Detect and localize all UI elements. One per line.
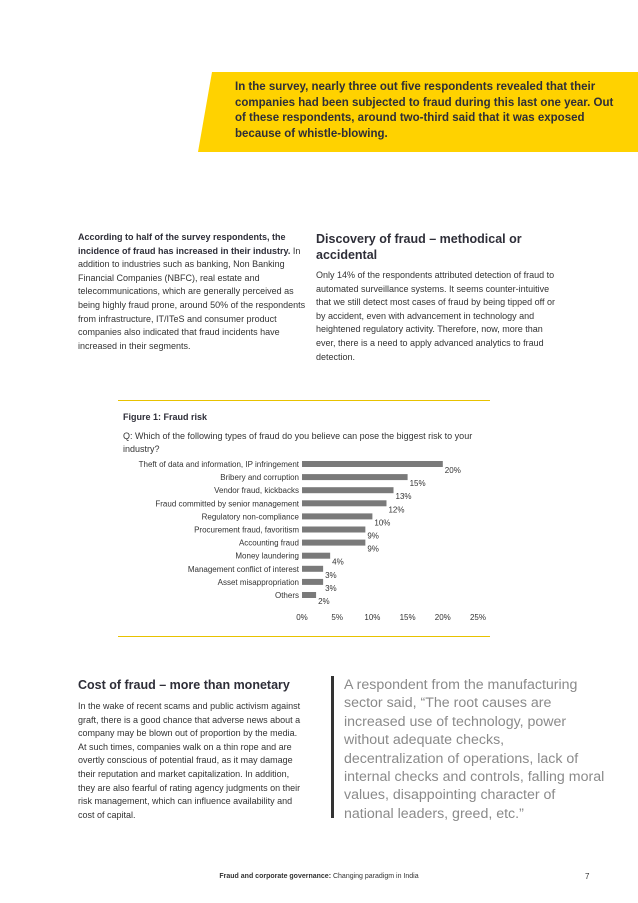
chart-category-label: Bribery and corruption [220, 473, 299, 483]
page-number: 7 [585, 872, 590, 881]
chart-category-label: Others [274, 591, 299, 600]
left-column-lead: According to half of the survey respondents, the incidence of fraud has increased in their industry. [78, 232, 291, 256]
chart-bar [302, 487, 394, 493]
chart-bar [302, 474, 408, 480]
chart-value-label: 9% [367, 544, 379, 554]
chart-value-label: 9% [367, 531, 379, 541]
discovery-heading: Discovery of fraud – methodical or accidental [316, 232, 522, 262]
pull-quote: A respondent from the manufacturing sector said, “The root causes are increased use of technology, power without adequate checks, decentralization of operations, lack of internal checks and controls, falling moral values, disappointing character of national leaders, greed, etc.” [344, 677, 605, 822]
chart-value-label: 3% [325, 583, 337, 593]
chart-category-label: Money laundering [235, 551, 299, 561]
chart-value-label: 12% [388, 505, 405, 515]
chart-category-label: Regulatory non-compliance [201, 512, 299, 522]
quote-bar [331, 676, 334, 818]
cost-body: In the wake of recent scams and public activism against graft, there is a good chance that adverse news about a company may be blown out of proportion by the media. At such times, companies walk on a thin rope and are overtly conscious of potential fraud, as it may damage their reputation and market capitalization. In addition, they are also fearful of rating agency judgments on their risk management, which can influence availability and cost of capital. [78, 701, 301, 820]
footer-title-rest: Changing paradigm in India [331, 873, 419, 880]
banner-text: In the survey, nearly three out five respondents revealed that their companies had been subjected to fraud during this last one year. Out of these respondents, around two-third said that it was exposed because of whistle-blowing. [235, 81, 614, 140]
chart-value-label: 13% [395, 492, 412, 502]
chart-bar [302, 527, 365, 533]
figure-bottom-rule [118, 636, 490, 637]
chart-category-label: Vendor fraud, kickbacks [214, 486, 299, 496]
chart-value-label: 20% [444, 466, 461, 475]
chart-x-tick-label: 5% [331, 613, 343, 622]
footer-title-bold: Fraud and corporate governance: [219, 873, 332, 880]
chart-value-label: 3% [325, 570, 337, 580]
cost-section [78, 677, 306, 822]
chart-x-tick-label: 15% [399, 613, 416, 622]
chart-bar [302, 566, 323, 572]
chart-x-tick-label: 0% [296, 613, 308, 622]
chart-value-label: 15% [409, 479, 426, 489]
chart-category-label: Asset misappropriation [217, 577, 299, 587]
chart-bar [302, 540, 365, 546]
footer [0, 873, 638, 880]
figure-title: Figure 1: Fraud risk [123, 412, 208, 422]
chart-bar [302, 592, 316, 598]
chart-category-label: Procurement fraud, favoritism [194, 525, 299, 535]
chart-bar [302, 579, 323, 585]
chart-bar [302, 500, 386, 506]
chart-bar [302, 553, 330, 559]
chart-value-label: 4% [332, 557, 344, 567]
chart-bar [302, 513, 372, 519]
chart-value-label: 10% [374, 518, 391, 528]
chart-x-tick-label: 20% [434, 613, 451, 622]
left-column-body: In addition to industries such as banking, Non Banking Financial Companies (NBFC), real estate and telecommunications, which are generally perceived as being highly fraud prone, around 50% of the respondents from infrastructure, IT/ITeS and consumer product companies also indicated that fraud incidents have increased in their segments. [78, 245, 306, 351]
chart-category-label: Theft of data and information, IP infringement [138, 460, 299, 469]
discovery-body: Only 14% of the respondents attributed detection of fraud to automated surveillance systems. It seems counter-intuitive that we still detect most cases of fraud by being tipped off or by accident, even with advancement in technology and heightened regulatory activity. Therefore, now, more than ever, there is a need to apply advanced analytics to fraud detection. [316, 270, 555, 362]
chart-category-label: Management conflict of interest [187, 564, 299, 574]
chart-bar [302, 461, 443, 467]
chart-value-label: 2% [318, 597, 330, 606]
chart-x-tick-label: 10% [364, 613, 381, 622]
figure-question: Q: Which of the following types of fraud do you believe can pose the biggest risk to your industry? [123, 431, 473, 454]
chart-category-label: Fraud committed by senior management [155, 499, 299, 509]
cost-heading: Cost of fraud – more than monetary [78, 678, 290, 692]
chart-x-tick-label: 25% [469, 613, 487, 622]
chart-category-label: Accounting fraud [238, 538, 299, 548]
